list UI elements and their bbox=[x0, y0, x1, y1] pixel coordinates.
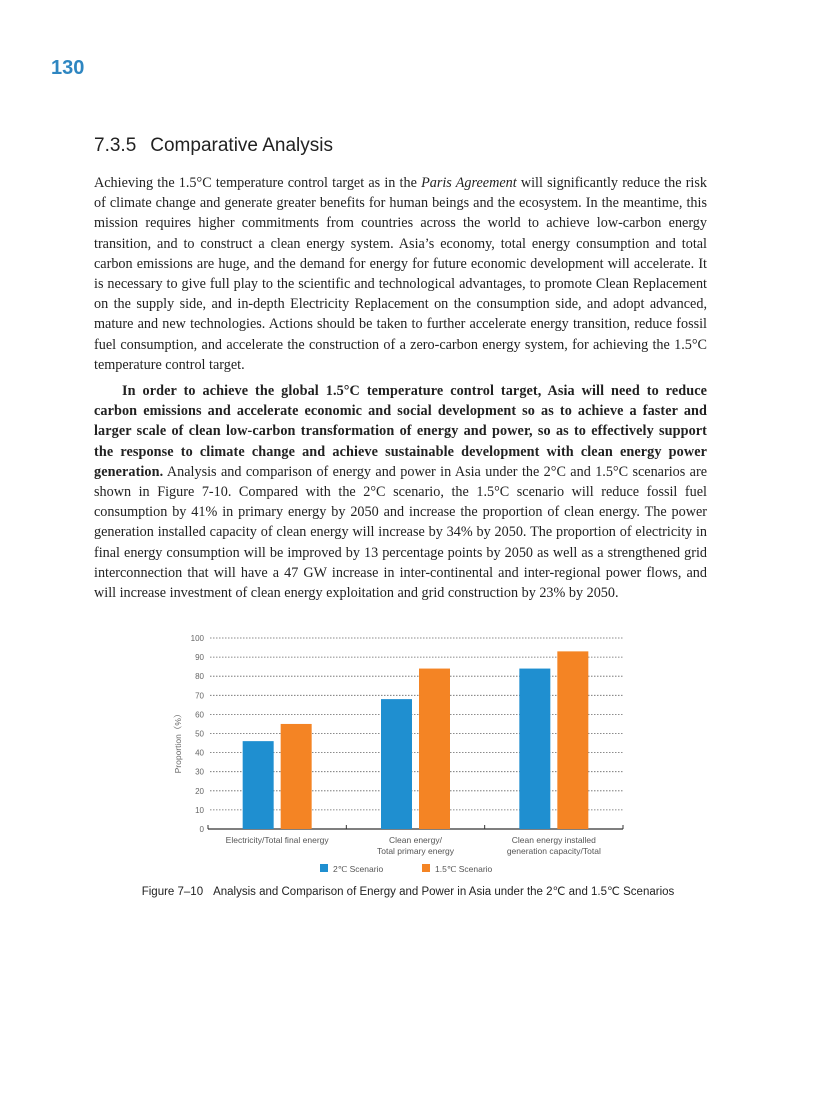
y-tick-label: 90 bbox=[195, 653, 204, 663]
legend-label: 1.5℃ Scenario bbox=[435, 864, 493, 874]
x-category-label: Clean energy/ bbox=[389, 835, 442, 845]
bar bbox=[281, 724, 312, 829]
figure-caption bbox=[0, 884, 816, 898]
y-tick-label: 80 bbox=[195, 672, 204, 682]
y-tick-label: 0 bbox=[199, 825, 204, 834]
y-tick-label: 30 bbox=[195, 767, 204, 777]
paris-agreement-italic: Paris Agreement bbox=[421, 175, 517, 191]
y-tick-label: 70 bbox=[195, 691, 204, 701]
y-tick-label: 20 bbox=[195, 786, 204, 796]
section-heading bbox=[94, 135, 333, 157]
paragraph-2 bbox=[94, 381, 707, 603]
paragraph-text: Achieving the 1.5°C temperature control target as in the bbox=[94, 175, 422, 191]
x-category-label: Total primary energy bbox=[376, 846, 455, 856]
y-axis-label: Proportion（%） bbox=[173, 709, 183, 774]
figure-caption-text: Analysis and Comparison of Energy and Power in Asia under the 2℃ and 1.5℃ Scenarios bbox=[213, 886, 675, 898]
paragraph-1 bbox=[94, 173, 707, 375]
legend-swatch bbox=[422, 864, 430, 872]
figure-label: Figure 7–10 bbox=[141, 886, 204, 898]
bold-lead-sentence: In order to achieve the global 1.5°C temperature control target, Asia will need to reduce carbon emissions and accelerate economic and social development so as to achieve a faster and larger scale of clean low-carbon transformation of energy and power, so as to effectively support the response to climate change and achieve sustainable development with clean energy power generation. bbox=[94, 383, 707, 480]
bar bbox=[381, 699, 412, 829]
bar bbox=[557, 651, 588, 829]
y-tick-label: 40 bbox=[195, 748, 204, 758]
x-category-label: Electricity/Total final energy bbox=[225, 835, 329, 845]
y-tick-label: 60 bbox=[195, 710, 204, 720]
bar bbox=[243, 741, 274, 829]
section-title: Comparative Analysis bbox=[150, 135, 333, 156]
y-tick-label: 100 bbox=[190, 634, 204, 643]
section-number: 7.3.5 bbox=[94, 135, 137, 156]
legend-label: 2℃ Scenario bbox=[333, 864, 384, 874]
page-number: 130 bbox=[51, 57, 85, 79]
bar bbox=[419, 669, 450, 829]
paragraph-text: will significantly reduce the risk of climate change and generate greater benefits for human beings and the ecosystem. In the meantime, this mission requires higher commitments from countries across the world to achieve low-carbon energy transition, and to construct a clean energy system. Asia’s economy, total energy consumption and total carbon emissions are huge, and the demand for energy for future economic development will accelerate. It is necessary to give full play to the scientific and technological advantages, to promote Clean Replacement on the supply side, and in-depth Electricity Replacement on the consumption side, and adopt advanced, mature and new technologies. Actions should be taken to further accelerate energy transition, reduce fossil fuel consumption, and accelerate the construction of a zero-carbon energy system, for achieving the 1.5°C temperature control target. bbox=[94, 175, 707, 373]
paragraph-text: Analysis and comparison of energy and power in Asia under the 2°C and 1.5°C scenarios are shown in Figure 7-10. Compared with the 2°C scenario, the 1.5°C scenario will reduce fossil fuel consumption by 41% in primary energy by 2050 and increase the proportion of clean energy. The power generation installed capacity of clean energy will increase by 34% by 2050. The proportion of electricity in final energy consumption will be improved by 13 percentage points by 2050 as well as a strengthened grid interconnection that will have a 47 GW increase in inter-continental and inter-regional power flows, and will increase investment of clean energy exploitation and grid construction by 23% by 2050. bbox=[94, 463, 707, 602]
bar bbox=[519, 669, 550, 829]
y-tick-label: 50 bbox=[195, 729, 204, 739]
x-category-label: generation capacity/Total bbox=[506, 846, 601, 856]
bar-chart bbox=[165, 628, 635, 878]
legend-swatch bbox=[320, 864, 328, 872]
x-category-label: Clean energy installed bbox=[511, 835, 596, 845]
y-tick-label: 10 bbox=[195, 805, 204, 815]
chart-canvas bbox=[165, 628, 635, 878]
